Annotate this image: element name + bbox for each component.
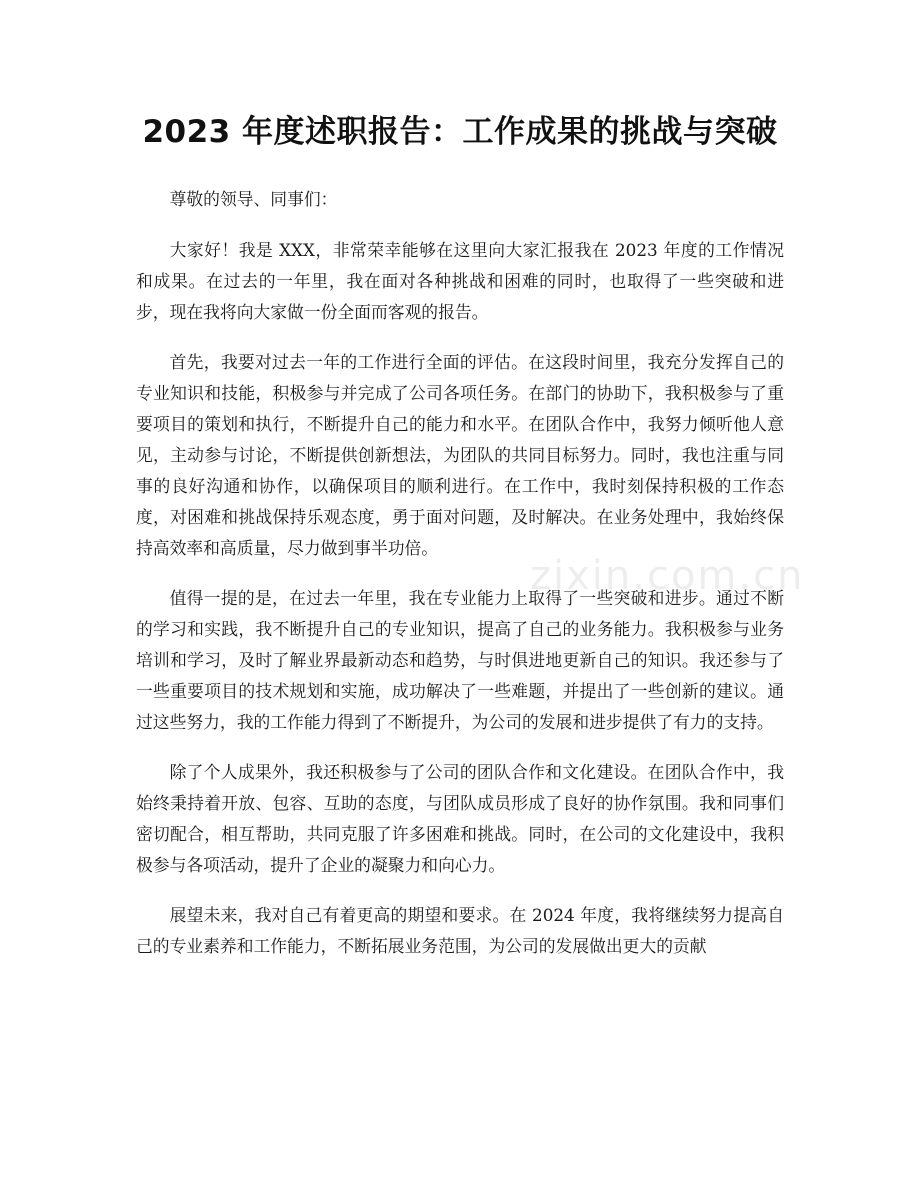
salutation: 尊敬的领导、同事们： [169, 189, 338, 209]
paragraph-breakthrough: 值得一提的是，在过去一年里，我在专业能力上取得了一些突破和进步。通过不断的学习和实践，我不断提升自己的专业知识，提高了自己的业务能力。我积极参与业务培训和学习，及时了解业界最新动态和趋势，与时俱进地更新自己的知识。我还参与了一些重要项目的技术规划和实施，成功解决了一些难题，并提出了一些创新的建议。通过这些努力，我的工作能力得到了不断提升，为公司的发展和进步提供了有力的支持。 [136, 588, 784, 732]
paragraph-teamwork: 除了个人成果外，我还积极参与了公司的团队合作和文化建设。在团队合作中，我始终秉持着开放、包容、互助的态度，与团队成员形成了良好的协作氛围。我和同事们密切配合，相互帮助，共同克服了许多困难和挑战。同时，在公司的文化建设中，我积极参与各项活动，提升了企业的凝聚力和向心力。 [136, 762, 784, 875]
paragraph-evaluation: 首先，我要对过去一年的工作进行全面的评估。在这段时间里，我充分发挥自己的专业知识和技能，积极参与并完成了公司各项任务。在部门的协助下，我积极参与了重要项目的策划和执行，不断提升自己的能力和水平。在团队合作中，我努力倾听他人意见，主动参与讨论，不断提供创新想法，为团队的共同目标努力。同时，我也注重与同事的良好沟通和协作，以确保项目的顺利进行。在工作中，我时刻保持积极的工作态度，对困难和挑战保持乐观态度，勇于面对问题，及时解决。在业务处理中，我始终保持高效率和高质量，尽力做到事半功倍。 [136, 352, 784, 558]
watermark: zixin.com.cn [530, 553, 805, 599]
paragraph-outlook: 展望未来，我对自己有着更高的期望和要求。在 2024 年度，我将继续努力提高自己的专业素养和工作能力，不断拓展业务范围，为公司的发展做出更大的贡献 [136, 905, 784, 956]
document-body [136, 184, 784, 981]
document-title: 2023 年度述职报告：工作成果的挑战与突破 [142, 114, 778, 150]
paragraph-intro: 大家好！我是 XXX，非常荣幸能够在这里向大家汇报我在 2023 年度的工作情况和成果。在过去的一年里，我在面对各种挑战和困难的同时，也取得了一些突破和进步，现在我将向大家做一份全面而客观的报告。 [136, 240, 784, 322]
